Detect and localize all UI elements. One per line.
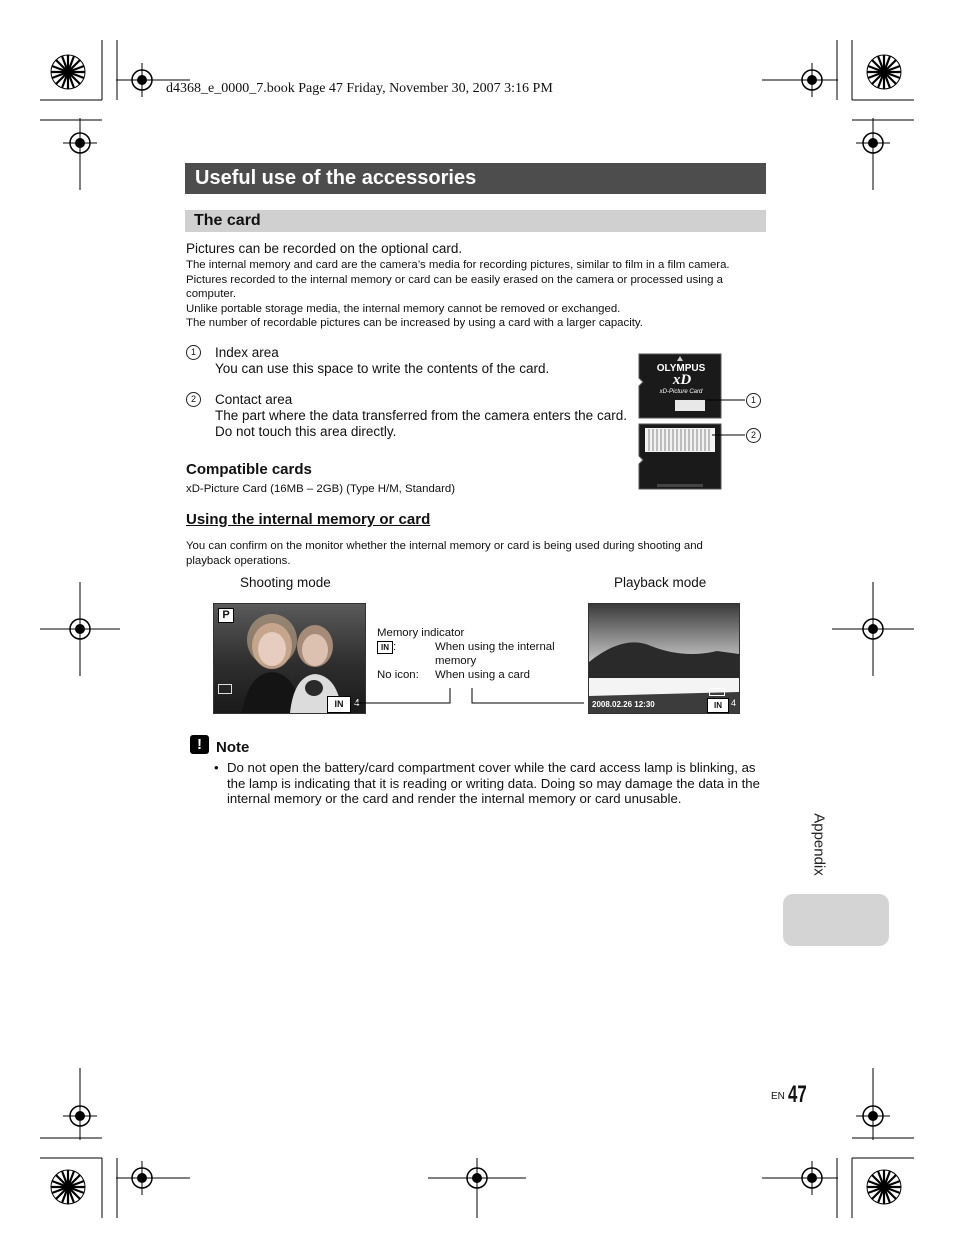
shooting-mode-label: Shooting mode (240, 575, 331, 590)
shots-remaining: 4 (354, 698, 360, 709)
compatible-heading: Compatible cards (186, 461, 312, 478)
callout-lines (700, 392, 750, 442)
note-bullet: • (214, 760, 219, 775)
note-line: the lamp is indicating that it is reading or writing data. Doing so may damage the data in the (227, 775, 760, 791)
part-desc: You can use this space to write the contents of the card. (215, 361, 550, 376)
warning-icon: ! (190, 735, 209, 754)
callout-2: 2 (746, 428, 761, 443)
part-number-2: 2 (186, 392, 201, 407)
card-logo: xD (672, 372, 692, 388)
legend-value (435, 640, 555, 668)
legend-value-line: memory (435, 655, 477, 667)
language-code: EN (771, 1091, 785, 1102)
card-subbrand: xD-Picture Card (659, 389, 703, 395)
part-desc: The part where the data transferred from the camera enters the card. (215, 408, 627, 423)
intro-line: Unlike portable storage media, the internal memory cannot be removed or exchanged. (186, 302, 621, 315)
intro-paragraph (186, 258, 776, 331)
intro-line: Pictures recorded to the internal memory or card can be easily erased on the camera or processed using a (186, 273, 723, 286)
appendix-label-wrap (809, 806, 829, 886)
image-size-icon (218, 684, 232, 694)
part-title: Index area (215, 345, 279, 360)
landscape-photo (589, 604, 739, 713)
note-line: Do not open the battery/card compartment cover while the card access lamp is blinking, as (227, 760, 756, 775)
part-number-1: 1 (186, 345, 201, 360)
memory-in-icon: IN (327, 696, 351, 713)
internal-line: playback operations. (186, 554, 291, 567)
memory-in-icon: IN (707, 698, 729, 713)
playback-mode-screen (588, 603, 740, 714)
program-mode-icon: P (218, 608, 234, 623)
memory-in-icon: IN (377, 641, 393, 654)
part-title: Contact area (215, 392, 293, 407)
note-body (227, 760, 772, 807)
legend-title: Memory indicator (377, 627, 465, 639)
battery-icon (709, 688, 725, 696)
internal-line: You can confirm on the monitor whether the internal memory or card is being used during shooting and (186, 540, 703, 552)
legend-key: No icon: (377, 669, 419, 681)
playback-datetime: 2008.02.26 12:30 (592, 700, 655, 709)
internal-memory-text (186, 539, 776, 568)
playback-mode-label: Playback mode (614, 575, 707, 590)
intro-line: The number of recordable pictures can be increased by using a card with a larger capacity. (186, 317, 643, 330)
legend-value: When using a card (435, 669, 530, 681)
callout-1: 1 (746, 393, 761, 408)
legend-sep: : (393, 641, 397, 653)
part-desc: Do not touch this area directly. (215, 424, 397, 439)
legend-key (377, 640, 435, 668)
compatible-text: xD-Picture Card (16MB – 2GB) (Type H/M, Standard) (186, 483, 456, 495)
appendix-label: Appendix (810, 813, 828, 876)
section-tab (783, 894, 889, 946)
shooting-mode-screen (213, 603, 366, 714)
book-file-info: d4368_e_0000_7.book Page 47 Friday, November 30, 2007 3:16 PM (166, 81, 553, 96)
memory-indicator-legend (377, 626, 587, 682)
frame-number: 4 (731, 698, 737, 708)
legend-row-internal (377, 640, 587, 668)
note-line: internal memory or the card and render the internal memory or card unusable. (227, 791, 682, 807)
legend-row-card (377, 668, 587, 682)
card-part-index (215, 345, 549, 377)
internal-memory-heading: Using the internal memory or card (186, 511, 431, 528)
card-brand: OLYMPUS (656, 363, 706, 374)
intro-line: The internal memory and card are the camera’s media for recording pictures, similar to film in a film camera. (186, 259, 730, 271)
card-part-contact (215, 392, 627, 440)
legend-value-line: When using the internal (435, 641, 555, 653)
intro-line: computer. (186, 288, 237, 301)
note-heading: Note (216, 739, 250, 756)
page-number: 47 (788, 1081, 807, 1108)
intro-lead: Pictures can be recorded on the optional card. (186, 241, 463, 256)
section-title: Useful use of the accessories (185, 163, 766, 194)
subsection-title: The card (185, 210, 766, 232)
